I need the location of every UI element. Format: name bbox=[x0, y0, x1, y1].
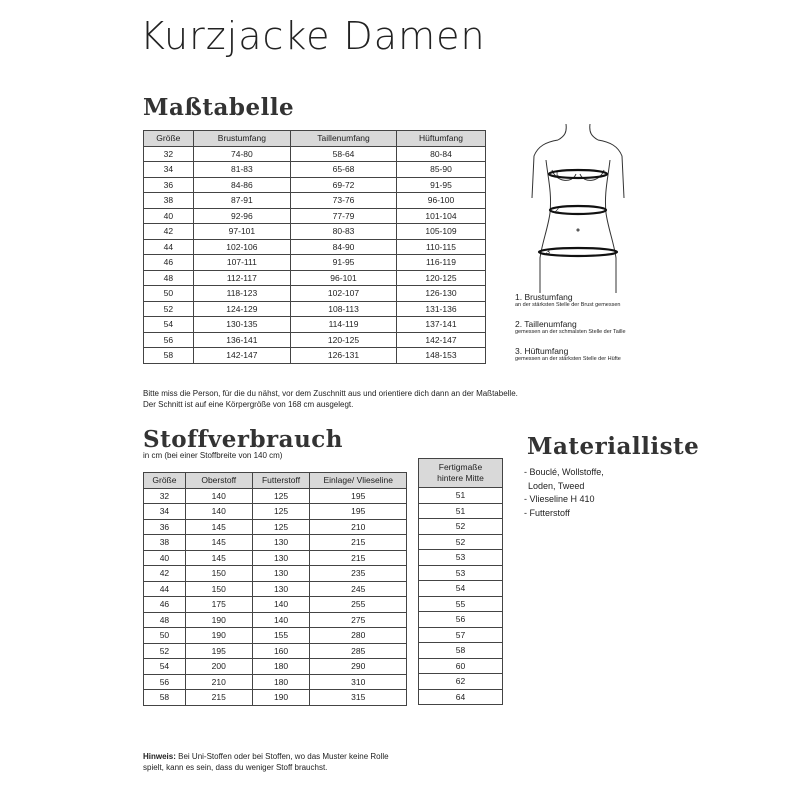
table-row bbox=[419, 596, 503, 612]
hip-line bbox=[539, 248, 617, 256]
table-cell: 80-84 bbox=[396, 146, 485, 162]
table-row bbox=[144, 162, 486, 178]
table-row bbox=[144, 535, 407, 551]
table-cell: 42 bbox=[144, 224, 194, 240]
table-cell: 48 bbox=[144, 270, 194, 286]
table-cell: 190 bbox=[252, 690, 310, 706]
table-row bbox=[419, 658, 503, 674]
table-row bbox=[144, 519, 407, 535]
table-row bbox=[144, 488, 407, 504]
table-cell: 145 bbox=[185, 519, 252, 535]
table-cell: 235 bbox=[310, 566, 407, 582]
table-cell: 145 bbox=[185, 535, 252, 551]
table-cell: 120-125 bbox=[396, 270, 485, 286]
navel bbox=[577, 229, 579, 231]
table-row bbox=[144, 348, 486, 364]
table-cell: 52 bbox=[144, 301, 194, 317]
table-cell: 52 bbox=[144, 643, 186, 659]
stoff-header-cell: Größe bbox=[144, 473, 186, 489]
hinweis-label: Hinweis: bbox=[143, 752, 176, 761]
table-cell: 50 bbox=[144, 286, 194, 302]
table-cell: 44 bbox=[144, 239, 194, 255]
material-item: - Vlieseline H 410 bbox=[524, 494, 595, 504]
table-row bbox=[419, 565, 503, 581]
table-cell: 195 bbox=[185, 643, 252, 659]
table-cell: 180 bbox=[252, 659, 310, 675]
table-cell: 60 bbox=[419, 658, 503, 674]
mass-table bbox=[143, 130, 486, 364]
table-cell: 245 bbox=[310, 581, 407, 597]
material-item: - Bouclé, Wollstoffe, bbox=[524, 467, 604, 477]
table-row bbox=[144, 612, 407, 628]
table-cell: 40 bbox=[144, 550, 186, 566]
table-cell: 107-111 bbox=[193, 255, 290, 271]
body-measurement-figure bbox=[528, 118, 628, 293]
torso-right-side bbox=[605, 160, 616, 293]
table-cell: 255 bbox=[310, 597, 407, 613]
hinweis-text2: spielt, kann es sein, dass du weniger Stoff brauchst. bbox=[143, 763, 328, 772]
table-row bbox=[144, 643, 407, 659]
table-cell: 275 bbox=[310, 612, 407, 628]
table-row bbox=[144, 550, 407, 566]
table-cell: 140 bbox=[252, 612, 310, 628]
table-cell: 280 bbox=[310, 628, 407, 644]
table-cell: 58-64 bbox=[291, 146, 397, 162]
table-cell: 77-79 bbox=[291, 208, 397, 224]
table-cell: 44 bbox=[144, 581, 186, 597]
legend-3-title: 3. Hüftumfang bbox=[515, 346, 569, 356]
table-cell: 92-96 bbox=[193, 208, 290, 224]
table-cell: 195 bbox=[310, 488, 407, 504]
table-cell: 91-95 bbox=[291, 255, 397, 271]
material-list bbox=[524, 466, 604, 520]
table-cell: 120-125 bbox=[291, 332, 397, 348]
table-cell: 64 bbox=[419, 689, 503, 705]
table-cell: 81-83 bbox=[193, 162, 290, 178]
table-cell: 50 bbox=[144, 628, 186, 644]
table-cell: 52 bbox=[419, 534, 503, 550]
table-cell: 54 bbox=[419, 581, 503, 597]
table-cell: 58 bbox=[144, 690, 186, 706]
table-row bbox=[419, 643, 503, 659]
table-cell: 36 bbox=[144, 177, 194, 193]
stoff-header-cell: Oberstoff bbox=[185, 473, 252, 489]
table-row bbox=[144, 177, 486, 193]
table-row bbox=[144, 317, 486, 333]
table-cell: 96-100 bbox=[396, 193, 485, 209]
table-cell: 85-90 bbox=[396, 162, 485, 178]
table-cell: 73-76 bbox=[291, 193, 397, 209]
table-row bbox=[144, 566, 407, 582]
table-cell: 32 bbox=[144, 146, 194, 162]
table-row bbox=[419, 534, 503, 550]
table-row bbox=[144, 193, 486, 209]
table-cell: 131-136 bbox=[396, 301, 485, 317]
table-row bbox=[419, 503, 503, 519]
table-row bbox=[419, 488, 503, 504]
table-cell: 54 bbox=[144, 659, 186, 675]
table-cell: 38 bbox=[144, 193, 194, 209]
table-cell: 53 bbox=[419, 565, 503, 581]
table-cell: 54 bbox=[144, 317, 194, 333]
table-row bbox=[144, 690, 407, 706]
left-shoulder-arm bbox=[532, 140, 558, 198]
table-row bbox=[144, 581, 407, 597]
legend-2-sub: gemessen an der schmalsten Stelle der Taille bbox=[515, 329, 626, 335]
mass-header-cell: Taillenumfang bbox=[291, 131, 397, 147]
legend-3-sub: gemessen an der stärksten Stelle der Hüfte bbox=[515, 356, 621, 362]
table-row bbox=[144, 332, 486, 348]
table-cell: 145 bbox=[185, 550, 252, 566]
table-cell: 210 bbox=[185, 674, 252, 690]
table-cell: 160 bbox=[252, 643, 310, 659]
table-cell: 58 bbox=[419, 643, 503, 659]
table-cell: 56 bbox=[144, 674, 186, 690]
table-row bbox=[144, 239, 486, 255]
table-cell: 130 bbox=[252, 566, 310, 582]
table-cell: 91-95 bbox=[396, 177, 485, 193]
table-cell: 56 bbox=[144, 332, 194, 348]
stoff-table bbox=[143, 472, 407, 706]
material-item: - Futterstoff bbox=[524, 507, 570, 518]
table-cell: 96-101 bbox=[291, 270, 397, 286]
table-row bbox=[144, 301, 486, 317]
table-row bbox=[419, 612, 503, 628]
table-cell: 116-119 bbox=[396, 255, 485, 271]
table-cell: 102-106 bbox=[193, 239, 290, 255]
table-row bbox=[419, 519, 503, 535]
hinweis-text1: Bei Uni-Stoffen oder bei Stoffen, wo das Muster keine Rolle bbox=[175, 752, 389, 761]
material-heading: Materialliste bbox=[527, 433, 700, 460]
table-cell: 140 bbox=[185, 504, 252, 520]
table-cell: 126-130 bbox=[396, 286, 485, 302]
table-cell: 130 bbox=[252, 550, 310, 566]
table-cell: 285 bbox=[310, 643, 407, 659]
table-row bbox=[144, 208, 486, 224]
table-cell: 46 bbox=[144, 255, 194, 271]
table-cell: 42 bbox=[144, 566, 186, 582]
table-cell: 137-141 bbox=[396, 317, 485, 333]
table-cell: 210 bbox=[310, 519, 407, 535]
table-cell: 84-90 bbox=[291, 239, 397, 255]
table-row bbox=[419, 581, 503, 597]
table-cell: 136-141 bbox=[193, 332, 290, 348]
table-cell: 102-107 bbox=[291, 286, 397, 302]
table-row bbox=[144, 286, 486, 302]
table-row bbox=[144, 597, 407, 613]
table-cell: 34 bbox=[144, 162, 194, 178]
table-cell: 215 bbox=[185, 690, 252, 706]
fertig-header bbox=[419, 459, 503, 488]
table-cell: 148-153 bbox=[396, 348, 485, 364]
table-cell: 62 bbox=[419, 674, 503, 690]
mass-note bbox=[143, 388, 518, 410]
fertig-header-line1: Fertigmaße bbox=[438, 462, 483, 472]
table-cell: 140 bbox=[185, 488, 252, 504]
table-row bbox=[144, 674, 407, 690]
mark-1: 1 bbox=[555, 171, 559, 178]
table-cell: 105-109 bbox=[396, 224, 485, 240]
table-cell: 74-80 bbox=[193, 146, 290, 162]
table-cell: 108-113 bbox=[291, 301, 397, 317]
torso-left-side bbox=[540, 160, 551, 293]
table-cell: 97-101 bbox=[193, 224, 290, 240]
neck-left-line bbox=[558, 124, 566, 140]
table-cell: 150 bbox=[185, 581, 252, 597]
table-cell: 65-68 bbox=[291, 162, 397, 178]
table-cell: 125 bbox=[252, 488, 310, 504]
table-row bbox=[144, 628, 407, 644]
table-cell: 190 bbox=[185, 612, 252, 628]
table-cell: 80-83 bbox=[291, 224, 397, 240]
mass-heading: Maßtabelle bbox=[143, 94, 295, 121]
fertig-table bbox=[418, 458, 503, 705]
table-cell: 56 bbox=[419, 612, 503, 628]
table-cell: 101-104 bbox=[396, 208, 485, 224]
mass-header-cell: Hüftumfang bbox=[396, 131, 485, 147]
table-row bbox=[419, 689, 503, 705]
table-cell: 150 bbox=[185, 566, 252, 582]
table-cell: 87-91 bbox=[193, 193, 290, 209]
table-cell: 55 bbox=[419, 596, 503, 612]
right-shoulder-arm bbox=[598, 140, 624, 198]
stoff-subheading: in cm (bei einer Stoffbreite von 140 cm) bbox=[143, 451, 283, 460]
table-cell: 125 bbox=[252, 504, 310, 520]
legend-1-title: 1. Brustumfang bbox=[515, 292, 573, 302]
table-cell: 155 bbox=[252, 628, 310, 644]
table-cell: 310 bbox=[310, 674, 407, 690]
table-cell: 51 bbox=[419, 503, 503, 519]
table-cell: 114-119 bbox=[291, 317, 397, 333]
table-cell: 57 bbox=[419, 627, 503, 643]
table-cell: 195 bbox=[310, 504, 407, 520]
table-cell: 175 bbox=[185, 597, 252, 613]
page-title: Kurzjacke Damen bbox=[140, 14, 486, 58]
table-cell: 110-115 bbox=[396, 239, 485, 255]
hinweis-note bbox=[143, 751, 389, 773]
table-cell: 53 bbox=[419, 550, 503, 566]
table-cell: 36 bbox=[144, 519, 186, 535]
table-cell: 34 bbox=[144, 504, 186, 520]
table-row bbox=[144, 659, 407, 675]
table-cell: 315 bbox=[310, 690, 407, 706]
table-cell: 32 bbox=[144, 488, 186, 504]
mass-header-cell: Größe bbox=[144, 131, 194, 147]
table-cell: 118-123 bbox=[193, 286, 290, 302]
material-item: Loden, Tweed bbox=[528, 480, 585, 491]
table-cell: 130 bbox=[252, 581, 310, 597]
table-cell: 142-147 bbox=[396, 332, 485, 348]
table-cell: 124-129 bbox=[193, 301, 290, 317]
table-cell: 180 bbox=[252, 674, 310, 690]
table-cell: 190 bbox=[185, 628, 252, 644]
mark-3: 3 bbox=[546, 249, 550, 256]
table-cell: 215 bbox=[310, 550, 407, 566]
table-row bbox=[419, 674, 503, 690]
table-row bbox=[419, 550, 503, 566]
stoff-header-cell: Einlage/ Vlieseline bbox=[310, 473, 407, 489]
table-cell: 69-72 bbox=[291, 177, 397, 193]
table-cell: 200 bbox=[185, 659, 252, 675]
mark-2: 2 bbox=[555, 207, 559, 214]
table-cell: 142-147 bbox=[193, 348, 290, 364]
table-row bbox=[144, 146, 486, 162]
table-cell: 51 bbox=[419, 488, 503, 504]
stoff-heading: Stoffverbrauch bbox=[143, 426, 344, 453]
mass-note-line2: Der Schnitt ist auf eine Körpergröße von 168 cm ausgelegt. bbox=[143, 400, 354, 409]
table-cell: 48 bbox=[144, 612, 186, 628]
stoff-header-cell: Futterstoff bbox=[252, 473, 310, 489]
table-row bbox=[144, 270, 486, 286]
table-cell: 112-117 bbox=[193, 270, 290, 286]
table-cell: 52 bbox=[419, 519, 503, 535]
mass-note-line1: Bitte miss die Person, für die du nähst, vor dem Zuschnitt aus und orientiere dich dann an der Maßtabelle. bbox=[143, 389, 518, 398]
table-cell: 215 bbox=[310, 535, 407, 551]
table-cell: 130-135 bbox=[193, 317, 290, 333]
fertig-header-line2: hintere Mitte bbox=[437, 473, 484, 483]
table-cell: 140 bbox=[252, 597, 310, 613]
table-row bbox=[144, 224, 486, 240]
table-row bbox=[144, 255, 486, 271]
table-cell: 126-131 bbox=[291, 348, 397, 364]
table-cell: 46 bbox=[144, 597, 186, 613]
neck-right-line bbox=[590, 124, 598, 140]
table-cell: 130 bbox=[252, 535, 310, 551]
table-cell: 38 bbox=[144, 535, 186, 551]
table-cell: 58 bbox=[144, 348, 194, 364]
table-cell: 84-86 bbox=[193, 177, 290, 193]
table-cell: 40 bbox=[144, 208, 194, 224]
table-row bbox=[144, 504, 407, 520]
figure-legend bbox=[515, 292, 626, 362]
table-cell: 290 bbox=[310, 659, 407, 675]
table-row bbox=[419, 627, 503, 643]
legend-2-title: 2. Taillenumfang bbox=[515, 319, 577, 329]
table-cell: 125 bbox=[252, 519, 310, 535]
legend-1-sub: an der stärksten Stelle der Brust gemessen bbox=[515, 302, 621, 308]
mass-header-cell: Brustumfang bbox=[193, 131, 290, 147]
